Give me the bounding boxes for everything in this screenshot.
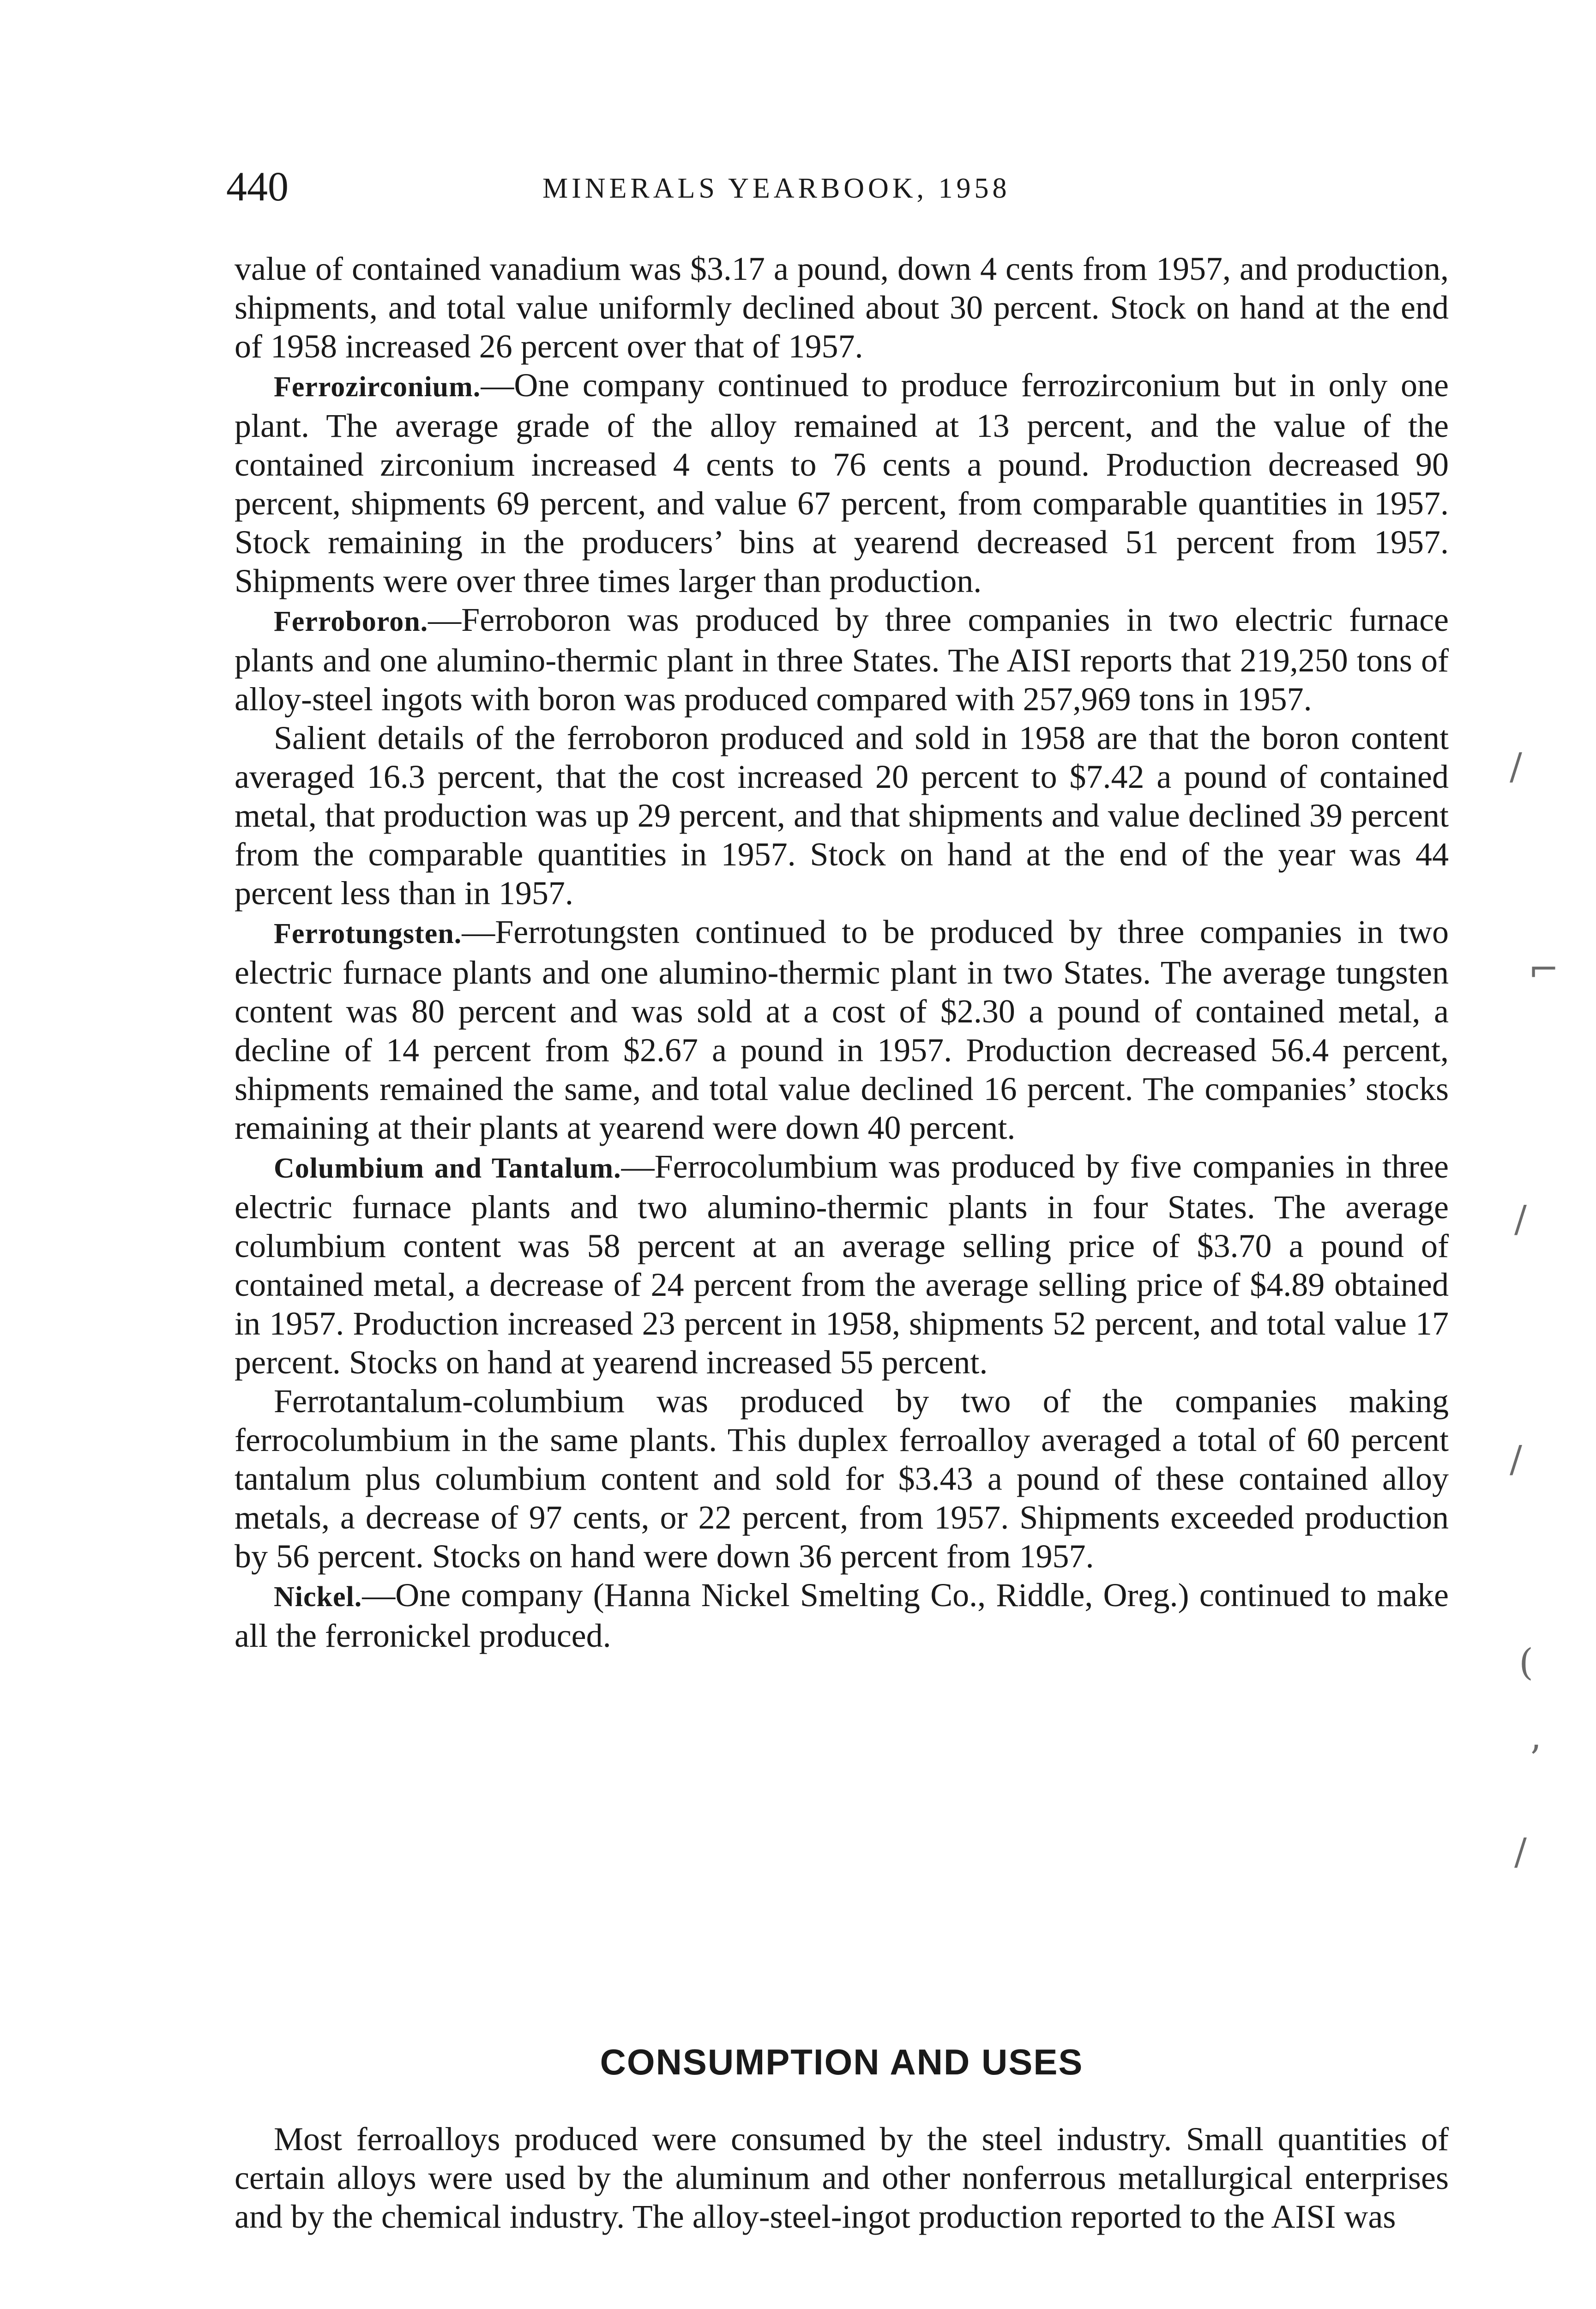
- run-in-heading-ferrotungsten: Ferrotungsten.: [274, 918, 462, 949]
- paragraph-nickel: [235, 1576, 1449, 1655]
- paragraph-ferrotantalum-columbium: [235, 1382, 1449, 1576]
- section-heading-consumption-and-uses: CONSUMPTION AND USES: [600, 2042, 1084, 2082]
- run-in-heading-ferroboron: Ferroboron.: [274, 606, 428, 637]
- pencil-mark: ⌐: [1528, 948, 1560, 991]
- margin-pencil-marks: [1500, 693, 1593, 2078]
- paragraph-text: Ferrotantalum-columbium was produced by two of the companies making ferrocolumbium in the same plants. This duplex ferroalloy averaged a total of 60 percent tantalum plus columbium content and sold for $3.43 a pound of these contained alloy metals, a decrease of 97 cents, or 22 percent, from 1957. Shipments exceeded production by 56 percent. Stocks on hand were down 36 percent from 1957.: [235, 1383, 1449, 1575]
- run-in-heading-ferrozirconium: Ferrozirconium.: [274, 371, 481, 403]
- paragraph-text: —One company continued to produce ferrozirconium but in only one plant. The average grade of the alloy remained at 13 percent, and the value of the contained zirconium increased 4 cents to 76 cents a pound. Production decreased 90 percent, shipments 69 percent, and value 67 percent, from comparable quantities in 1957. Stock remaining in the producers’ bins at yearend decreased 51 percent from 1957. Shipments were over three times larger than production.: [235, 367, 1449, 599]
- paragraph-text: —Ferrocolumbium was produced by five companies in three electric furnace plants and two alumino-thermic plants in four States. The average columbium content was 58 percent at an average selling price of $3.70 a pound of contained metal, a decrease of 24 percent from the average selling price of $4.89 obtained in 1957. Production increased 23 percent in 1958, shipments 52 percent, and total value 17 percent. Stocks on hand at yearend increased 55 percent.: [235, 1148, 1449, 1381]
- paragraph-ferrotungsten: [235, 913, 1449, 1147]
- paragraph-text: Most ferroalloys produced were consumed by the steel industry. Small quantities of certain alloys were used by the aluminum and other nonferrous metallurgical enterprises and by the chemical industry. The alloy-steel-ingot production reported to the AISI was: [235, 2121, 1449, 2235]
- paragraph-text: —Ferroboron was produced by three companies in two electric furnace plants and one alumino-thermic plant in three States. The AISI reports that 219,250 tons of alloy-steel ingots with boron was produced compared with 257,969 tons in 1957.: [235, 601, 1449, 718]
- pencil-mark: (: [1519, 1641, 1534, 1684]
- page-number: 440: [226, 164, 289, 210]
- paragraph-vanadium-continued: [235, 249, 1449, 366]
- pencil-mark: ʼ: [1528, 1738, 1540, 1781]
- body-text: [235, 249, 1449, 1655]
- paragraph-consumption: [235, 2120, 1449, 2236]
- paragraph-text: Salient details of the ferroboron produced and sold in 1958 are that the boron content averaged 16.3 percent, that the cost increased 20 percent to $7.42 a pound of contained metal, that production was up 29 percent, and that shipments and value declined 39 percent from the comparable quantities in 1957. Stock on hand at the end of the year was 44 percent less than in 1957.: [235, 719, 1449, 912]
- running-title: MINERALS YEARBOOK, 1958: [542, 173, 1011, 204]
- paragraph-text: —Ferrotungsten continued to be produced by three companies in two electric furnace plants and one alumino-thermic plant in two States. The average tungsten content was 80 percent and was sold at a cost of $2.30 a pound of contained metal, a decline of 14 percent from $2.67 a pound in 1957. Production decreased 56.4 percent, shipments remained the same, and total value declined 16 percent. The companies’ stocks remaining at their plants at yearend were down 40 percent.: [235, 913, 1449, 1146]
- run-in-heading-nickel: Nickel.: [274, 1581, 362, 1613]
- pencil-mark: /: [1514, 1830, 1527, 1873]
- section-body-text: [235, 2120, 1449, 2236]
- pencil-mark: /: [1514, 1197, 1527, 1240]
- pencil-mark: /: [1510, 1438, 1522, 1481]
- paragraph-ferroboron: [235, 600, 1449, 719]
- paragraph-ferroboron-details: [235, 719, 1449, 913]
- paragraph-ferrozirconium: [235, 366, 1449, 600]
- paragraph-text: —One company (Hanna Nickel Smelting Co., Riddle, Oreg.) continued to make all the ferronickel produced.: [235, 1577, 1449, 1654]
- paragraph-text: value of contained vanadium was $3.17 a pound, down 4 cents from 1957, and production, shipments, and total value uniformly declined about 30 percent. Stock on hand at the end of 1958 increased 26 percent over that of 1957.: [235, 250, 1449, 365]
- running-head: [226, 159, 1473, 215]
- run-in-heading-columbium-tantalum: Columbium and Tantalum.: [274, 1153, 621, 1184]
- pencil-mark: /: [1510, 745, 1522, 788]
- paragraph-columbium-tantalum: [235, 1147, 1449, 1382]
